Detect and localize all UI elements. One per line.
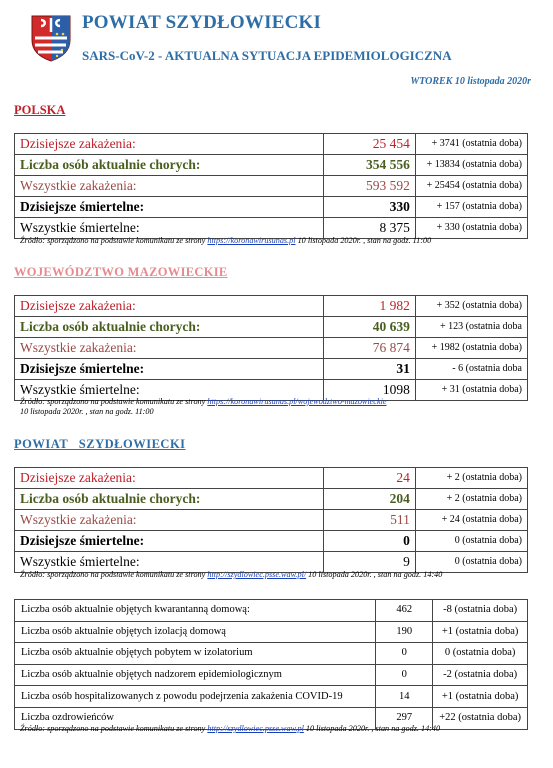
row-label: Liczba osób aktualnie chorych:: [15, 317, 324, 338]
table-row: [15, 489, 528, 510]
row-label: Wszystkie zakażenia:: [15, 510, 324, 531]
source-link[interactable]: http://szydlowiec.psse.waw.pl: [207, 724, 304, 733]
row-value: 9: [324, 552, 416, 573]
row-label: Liczba osób aktualnie chorych:: [15, 489, 324, 510]
row-value: 76 874: [324, 338, 416, 359]
page-subtitle: SARS-CoV-2 - AKTUALNA SYTUACJA EPIDEMIOLOGICZNA: [82, 48, 452, 63]
row-label: Liczba ozdrowieńców: [15, 707, 376, 729]
row-delta: + 24 (ostatnia doba): [415, 510, 527, 531]
row-delta: +1 (ostatnia doba): [433, 621, 528, 643]
row-delta: + 2 (ostatnia doba): [415, 468, 527, 489]
source-prefix: Źródło: sporządzono na podstawie komunikatu ze strony: [20, 570, 206, 579]
row-value: 14: [376, 686, 433, 708]
row-value: 190: [376, 621, 433, 643]
source-suffix: 10 listopada 2020r. , stan na godz. 14:40: [308, 570, 443, 579]
source-link[interactable]: https://koronawirusunas.pl/wojewodztwo-mazowieckie: [207, 397, 387, 406]
source-note-powiat: [20, 570, 442, 579]
table-row: [15, 531, 528, 552]
table-row: [15, 155, 528, 176]
row-delta: 0 (ostatnia doba): [415, 552, 527, 573]
row-value: 511: [324, 510, 416, 531]
coat-of-arms-icon: [30, 14, 72, 62]
row-value: 8 375: [324, 218, 416, 239]
row-delta: +1 (ostatnia doba): [433, 686, 528, 708]
row-value: 462: [376, 600, 433, 622]
row-label: Wszystkie śmiertelne:: [15, 380, 324, 401]
source-suffix: 10 listopada 2020r. , stan na godz. 11:00: [297, 236, 432, 245]
row-delta: + 123 (ostatnia doba: [415, 317, 527, 338]
table-row: [15, 176, 528, 197]
table-row: [15, 359, 528, 380]
source-prefix: Źródło: sporządzono na podstawie komunikatu ze strony: [20, 236, 206, 245]
source-note-polska: [20, 236, 431, 245]
row-value: 330: [324, 197, 416, 218]
row-delta: 0 (ostatnia doba): [415, 531, 527, 552]
row-delta: + 157 (ostatnia doba): [415, 197, 527, 218]
row-delta: +22 (ostatnia doba): [433, 707, 528, 729]
row-label: Wszystkie śmiertelne:: [15, 552, 324, 573]
row-delta: + 25454 (ostatnia doba): [415, 176, 527, 197]
row-value: 297: [376, 707, 433, 729]
source-suffix: 10 listopada 2020r. , stan na godz. 11:00: [20, 407, 154, 416]
row-delta: -8 (ostatnia doba): [433, 600, 528, 622]
row-value: 0: [376, 643, 433, 665]
row-label: Dzisiejsze śmiertelne:: [15, 531, 324, 552]
row-value: 204: [324, 489, 416, 510]
table-row: [15, 296, 528, 317]
table-row: [15, 686, 528, 708]
row-delta: + 31 (ostatnia doba): [415, 380, 527, 401]
source-prefix: Źródło: sporządzono na podstawie komunikatu ze strony: [20, 397, 206, 406]
row-delta: 0 (ostatnia doba): [433, 643, 528, 665]
row-value: 40 639: [324, 317, 416, 338]
row-value: 1098: [324, 380, 416, 401]
table-row: [15, 317, 528, 338]
row-label: Wszystkie śmiertelne:: [15, 218, 324, 239]
row-label: Liczba osób aktualnie chorych:: [15, 155, 324, 176]
row-label: Dzisiejsze zakażenia:: [15, 134, 324, 155]
row-value: 1 982: [324, 296, 416, 317]
row-value: 24: [324, 468, 416, 489]
row-label: Liczba osób aktualnie objętych kwarantanną domową:: [15, 600, 376, 622]
row-label: Dzisiejsze zakażenia:: [15, 468, 324, 489]
row-label: Liczba osób aktualnie objętych pobytem w izolatorium: [15, 643, 376, 665]
row-value: 0: [324, 531, 416, 552]
table-row: [15, 600, 528, 622]
row-delta: + 352 (ostatnia doba): [415, 296, 527, 317]
table-row: [15, 468, 528, 489]
section-title-polska: POLSKA: [14, 103, 66, 117]
row-label: Dzisiejsze śmiertelne:: [15, 359, 324, 380]
row-label: Liczba osób aktualnie objętych nadzorem epidemiologicznym: [15, 664, 376, 686]
section-title-powiat: POWIAT SZYDŁOWIECKI: [14, 437, 186, 451]
table-row: [15, 197, 528, 218]
additional-stats-table: [14, 599, 528, 730]
row-delta: + 2 (ostatnia doba): [415, 489, 527, 510]
polska-stats-table: [14, 133, 528, 239]
row-label: Liczba osób hospitalizowanych z powodu podejrzenia zakażenia COVID-19: [15, 686, 376, 708]
source-note-mazowieckie: [20, 397, 386, 417]
source-prefix: Źródło: sporządzono na podstawie komunikatu ze strony: [20, 724, 206, 733]
page-title: POWIAT SZYDŁOWIECKI: [82, 12, 322, 33]
source-link[interactable]: https://koronawirusunas.pl: [207, 236, 296, 245]
row-value: 354 556: [324, 155, 416, 176]
row-label: Dzisiejsze śmiertelne:: [15, 197, 324, 218]
table-row: [15, 338, 528, 359]
table-row: [15, 134, 528, 155]
row-delta: + 13834 (ostatnia doba): [415, 155, 527, 176]
row-value: 25 454: [324, 134, 416, 155]
source-link[interactable]: http://szydlowiec.psse.waw.pl/: [207, 570, 307, 579]
section-title-mazowieckie: WOJEWÓDZTWO MAZOWIECKIE: [14, 265, 228, 279]
table-row: [15, 664, 528, 686]
row-delta: - 6 (ostatnia doba: [415, 359, 527, 380]
source-suffix: 10 listopada 2020r. , stan na godz. 14:40: [305, 724, 441, 733]
source-note-extra: [20, 724, 440, 733]
row-value: 593 592: [324, 176, 416, 197]
table-row: [15, 643, 528, 665]
row-label: Wszystkie zakażenia:: [15, 338, 324, 359]
row-value: 0: [376, 664, 433, 686]
row-delta: + 1982 (ostatnia doba): [415, 338, 527, 359]
row-value: 31: [324, 359, 416, 380]
row-delta: + 3741 (ostatnia doba): [415, 134, 527, 155]
table-row: [15, 621, 528, 643]
row-label: Wszystkie zakażenia:: [15, 176, 324, 197]
mazowieckie-stats-table: [14, 295, 528, 401]
row-delta: + 330 (ostatnia doba): [415, 218, 527, 239]
table-row: [15, 510, 528, 531]
powiat-stats-table: [14, 467, 528, 573]
row-label: Dzisiejsze zakażenia:: [15, 296, 324, 317]
report-date: WTOREK 10 listopada 2020r: [410, 76, 531, 87]
row-label: Liczba osób aktualnie objętych izolacją domową: [15, 621, 376, 643]
row-delta: -2 (ostatnia doba): [433, 664, 528, 686]
